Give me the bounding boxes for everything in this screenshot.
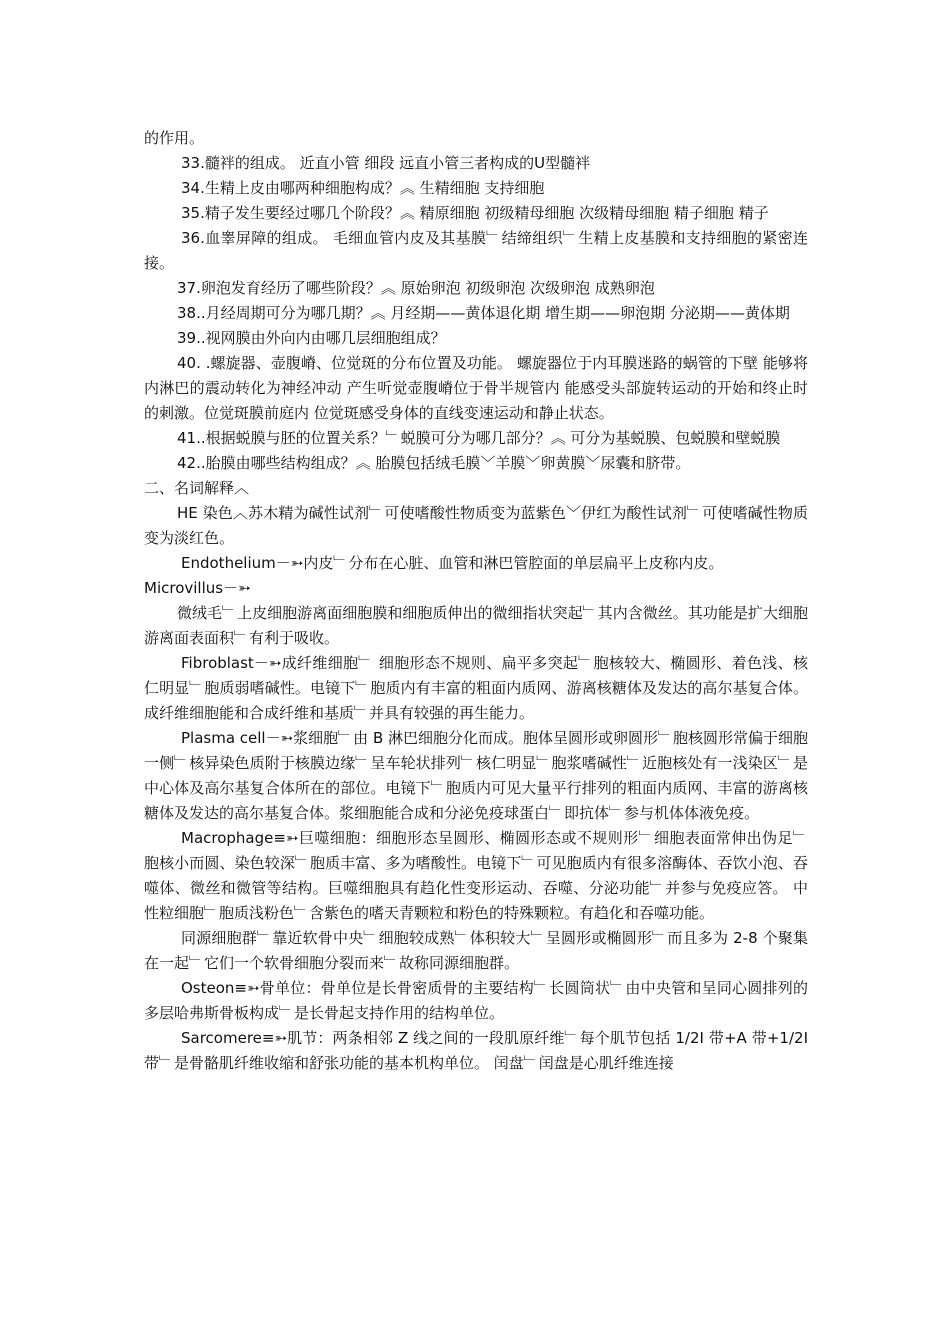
term-sarcomere: Sarcomere≡➳肌节：两条相邻 Z 线之间的一段肌原纤维﹂每个肌节包括 1/2I 带+A 带+1/2I 带﹂是骨骼肌纤维收缩和舒张功能的基本机构单位。 闰盘﹂闰盘是心肌纤维连接 <box>144 1029 808 1072</box>
section-heading: 二、名词解释︿ <box>144 479 250 497</box>
question-34: 34.生精上皮由哪两种细胞构成？︽ 生精细胞 支持细胞 <box>181 179 545 197</box>
term-macrophage: Macrophage≡➳巨噬细胞：细胞形态呈圆形、椭圆形态或不规则形﹂细胞表面常伸出伪足﹂胞核小而圆、染色较深﹂胞质丰富、多为嗜酸性。电镜下﹂可见胞质内有很多溶酶体、吞饮小泡、吞噬体、微丝和微管等结构。巨噬细胞具有趋化性变形运动、吞噬、分泌功能﹂并参与免疫应答。 中性粒细胞﹂胞质浅粉色﹂含紫色的嗜天青颗粒和粉色的特殊颗粒。有趋化和吞噬功能。 <box>144 829 808 922</box>
question-36: 36.血睾屏障的组成。 毛细血管内皮及其基膜﹂结缔组织﹂生精上皮基膜和支持细胞的紧密连接。 <box>144 229 808 272</box>
term-osteon: Osteon≡➳骨单位：骨单位是长骨密质骨的主要结构﹂长圆筒状﹂由中央管和呈同心圆排列的多层哈弗斯骨板构成﹂是长骨起支持作用的结构单位。 <box>144 979 808 1022</box>
question-37: 37.卵泡发育经历了哪些阶段？︽ 原始卵泡 初级卵泡 次级卵泡 成熟卵泡 <box>177 279 655 297</box>
question-33: 33.髓袢的组成。 近直小管 细段 远直小管三者构成的U型髓袢 <box>181 154 591 172</box>
question-41: 41..根据蜕膜与胚的位置关系？﹂蜕膜可分为哪几部分？︽ 可分为基蜕膜、包蜕膜和壁蜕膜 <box>177 429 781 447</box>
question-39: 39..视网膜由外向内由哪几层细胞组成？ <box>177 329 446 347</box>
term-microvillus-definition: 微绒毛﹂上皮细胞游离面细胞膜和细胞质伸出的微细指状突起﹂其内含微丝。其功能是扩大细胞游离面表面积﹂有利于吸收。 <box>144 604 808 647</box>
term-he-stain: HE 染色︿苏木精为碱性试剂﹂可使嗜酸性物质变为蓝紫色﹀伊红为酸性试剂﹂可使嗜碱性物质变为淡红色。 <box>144 504 808 547</box>
document-body <box>144 126 808 1076</box>
term-plasma-cell: Plasma cell－➳浆细胞﹂由 B 淋巴细胞分化而成。胞体呈圆形或卵圆形﹂胞核圆形常偏于细胞一侧﹂核异染色质附于核膜边缘﹂呈车轮状排列﹂核仁明显﹂胞浆嗜碱性﹂近胞核处有一浅染区﹂是中心体及高尔基复合体所在的部位。电镜下﹂胞质内可见大量平行排列的粗面内质网、丰富的游离核糖体及发达的高尔基复合体。浆细胞能合成和分泌免疫球蛋白﹂即抗体﹂参与机体体液免疫。 <box>144 729 809 822</box>
term-endothelium: Endothelium－➳内皮﹂分布在心脏、血管和淋巴管腔面的单层扁平上皮称内皮。 <box>181 554 724 572</box>
term-fibroblast: Fibroblast－➳成纤维细胞﹂ 细胞形态不规则、扁平多突起﹂胞核较大、椭圆形、着色浅、核仁明显﹂胞质弱嗜碱性。电镜下﹂胞质内有丰富的粗面内质网、游离核糖体及发达的高尔基复合体。成纤维细胞能和合成纤维和基质﹂并具有较强的再生能力。 <box>144 654 808 722</box>
question-42: 42..胎膜由哪些结构组成？︽ 胎膜包括绒毛膜﹀羊膜﹀卵黄膜﹀尿囊和脐带。 <box>177 454 691 472</box>
question-35: 35.精子发生要经过哪几个阶段？︽ 精原细胞 初级精母细胞 次级精母细胞 精子细胞 精子 <box>181 204 769 222</box>
term-microvillus: Microvillus－➳ <box>144 579 251 597</box>
question-38: 38..月经周期可分为哪几期？︽ 月经期——黄体退化期 增生期——卵泡期 分泌期——黄体期 <box>177 304 790 322</box>
question-40: 40. .螺旋器、壶腹嵴、位觉斑的分布位置及功能。 螺旋器位于内耳膜迷路的蜗管的下壁 能够将内淋巴的震动转化为神经冲动 产生听觉壶腹嵴位于骨半规管内 能感受头部旋转运动的开始和终止时的刺激。位觉斑膜前庭内 位觉斑感受身体的直线变速运动和静止状态。 <box>144 354 808 422</box>
term-isogenous-group: 同源细胞群﹂靠近软骨中央﹂细胞较成熟﹂体积较大﹂呈圆形或椭圆形﹂而且多为 2-8 个聚集在一起﹂它们一个软骨细胞分裂而来﹂故称同源细胞群。 <box>144 929 808 972</box>
text-line: 的作用。 <box>144 129 205 147</box>
